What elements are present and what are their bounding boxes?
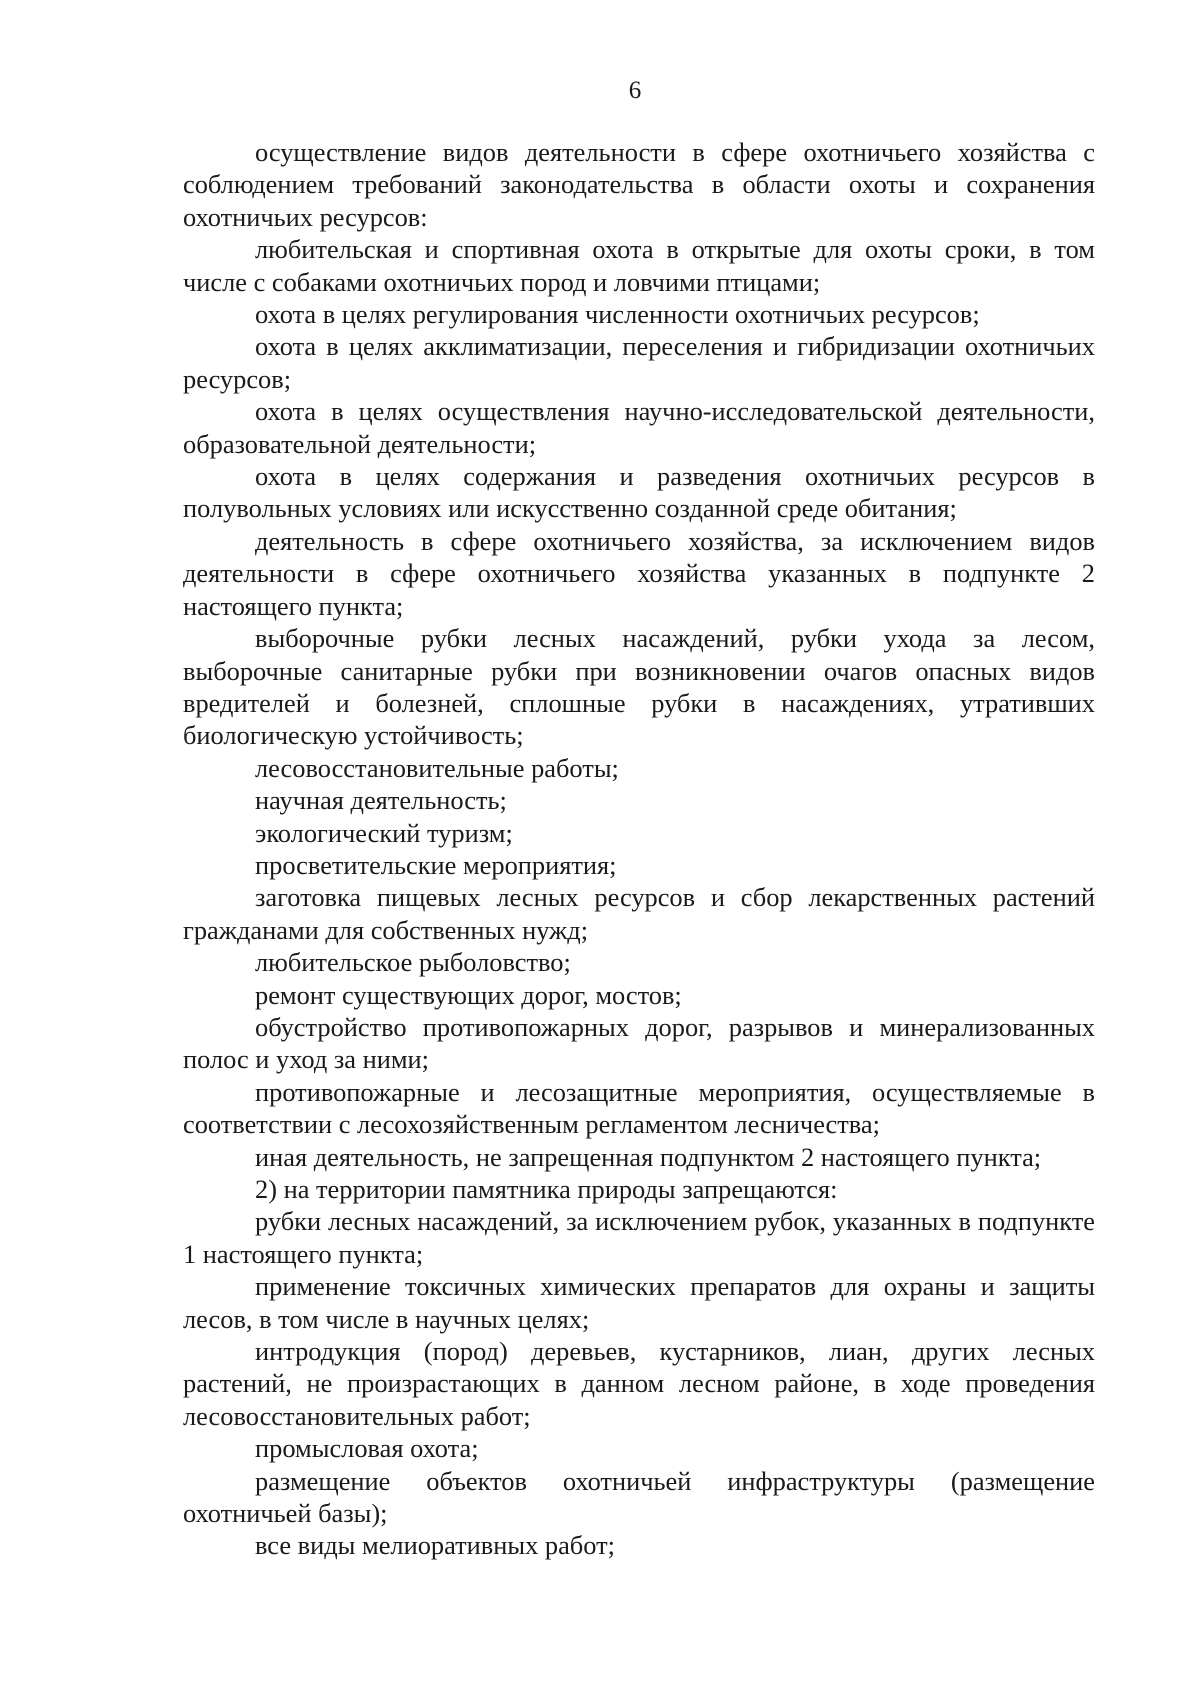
paragraph: охота в целях содержания и разведения охотничьих ресурсов в полувольных условиях или искусственно созданной среде обитания; xyxy=(183,461,1095,524)
document-body xyxy=(183,136,1095,1562)
paragraph: заготовка пищевых лесных ресурсов и сбор лекарственных растений гражданами для собственных нужд; xyxy=(183,882,1095,945)
paragraph: экологический туризм; xyxy=(255,817,513,848)
paragraph: обустройство противопожарных дорог, разрывов и минерализованных полос и уход за ними; xyxy=(183,1011,1095,1075)
paragraph: выборочные рубки лесных насаждений, рубки ухода за лесом, выборочные санитарные рубки при возникновении очагов опасных видов вредителей и болезней, сплошные рубки в насаждениях, утративших биологическую устойчивость; xyxy=(183,623,1095,751)
paragraph: 2) на территории памятника природы запрещаются: xyxy=(255,1174,838,1204)
paragraph: просветительские мероприятия; xyxy=(255,849,617,880)
paragraph: иная деятельность, не запрещенная подпунктом 2 настоящего пункта; xyxy=(255,1141,1042,1172)
paragraph: охота в целях акклиматизации, переселения и гибридизации охотничьих ресурсов; xyxy=(183,331,1095,394)
paragraph: применение токсичных химических препаратов для охраны и защиты лесов, в том числе в научных целях; xyxy=(183,1271,1095,1334)
paragraph: ремонт существующих дорог, мостов; xyxy=(255,979,682,1010)
paragraph: противопожарные и лесозащитные мероприятия, осуществляемые в соответствии с лесохозяйственным регламентом лесничества; xyxy=(183,1076,1095,1140)
paragraph: промысловая охота; xyxy=(255,1433,479,1464)
paragraph: любительское рыболовство; xyxy=(255,947,571,978)
paragraph: охота в целях осуществления научно-исследовательской деятельности, образовательной деятельности; xyxy=(183,396,1095,459)
paragraph: лесовосстановительные работы; xyxy=(255,752,619,783)
paragraph: охота в целях регулирования численности охотничьих ресурсов; xyxy=(255,299,980,330)
paragraph: интродукция (пород) деревьев, кустарников, лиан, других лесных растений, не произрастающих в данном лесном районе, в ходе проведения лесовосстановительных работ; xyxy=(183,1336,1095,1431)
paragraph: рубки лесных насаждений, за исключением рубок, указанных в подпункте 1 настоящего пункта; xyxy=(183,1206,1095,1269)
paragraph: деятельность в сфере охотничьего хозяйства, за исключением видов деятельности в сфере охотничьего хозяйства указанных в подпункте 2 настоящего пункта; xyxy=(183,525,1095,621)
paragraph: осуществление видов деятельности в сфере охотничьего хозяйства с соблюдением требований законодательства в области охоты и сохранения охотничьих ресурсов: xyxy=(183,137,1095,232)
paragraph: любительская и спортивная охота в открытые для охоты сроки, в том числе с собаками охотничьих пород и ловчими птицами; xyxy=(183,234,1095,297)
page-number: 6 xyxy=(628,77,642,104)
paragraph: все виды мелиоративных работ; xyxy=(255,1530,615,1561)
paragraph: размещение объектов охотничьей инфраструктуры (размещение охотничьей базы); xyxy=(183,1465,1095,1529)
paragraph: научная деятельность; xyxy=(255,785,507,816)
